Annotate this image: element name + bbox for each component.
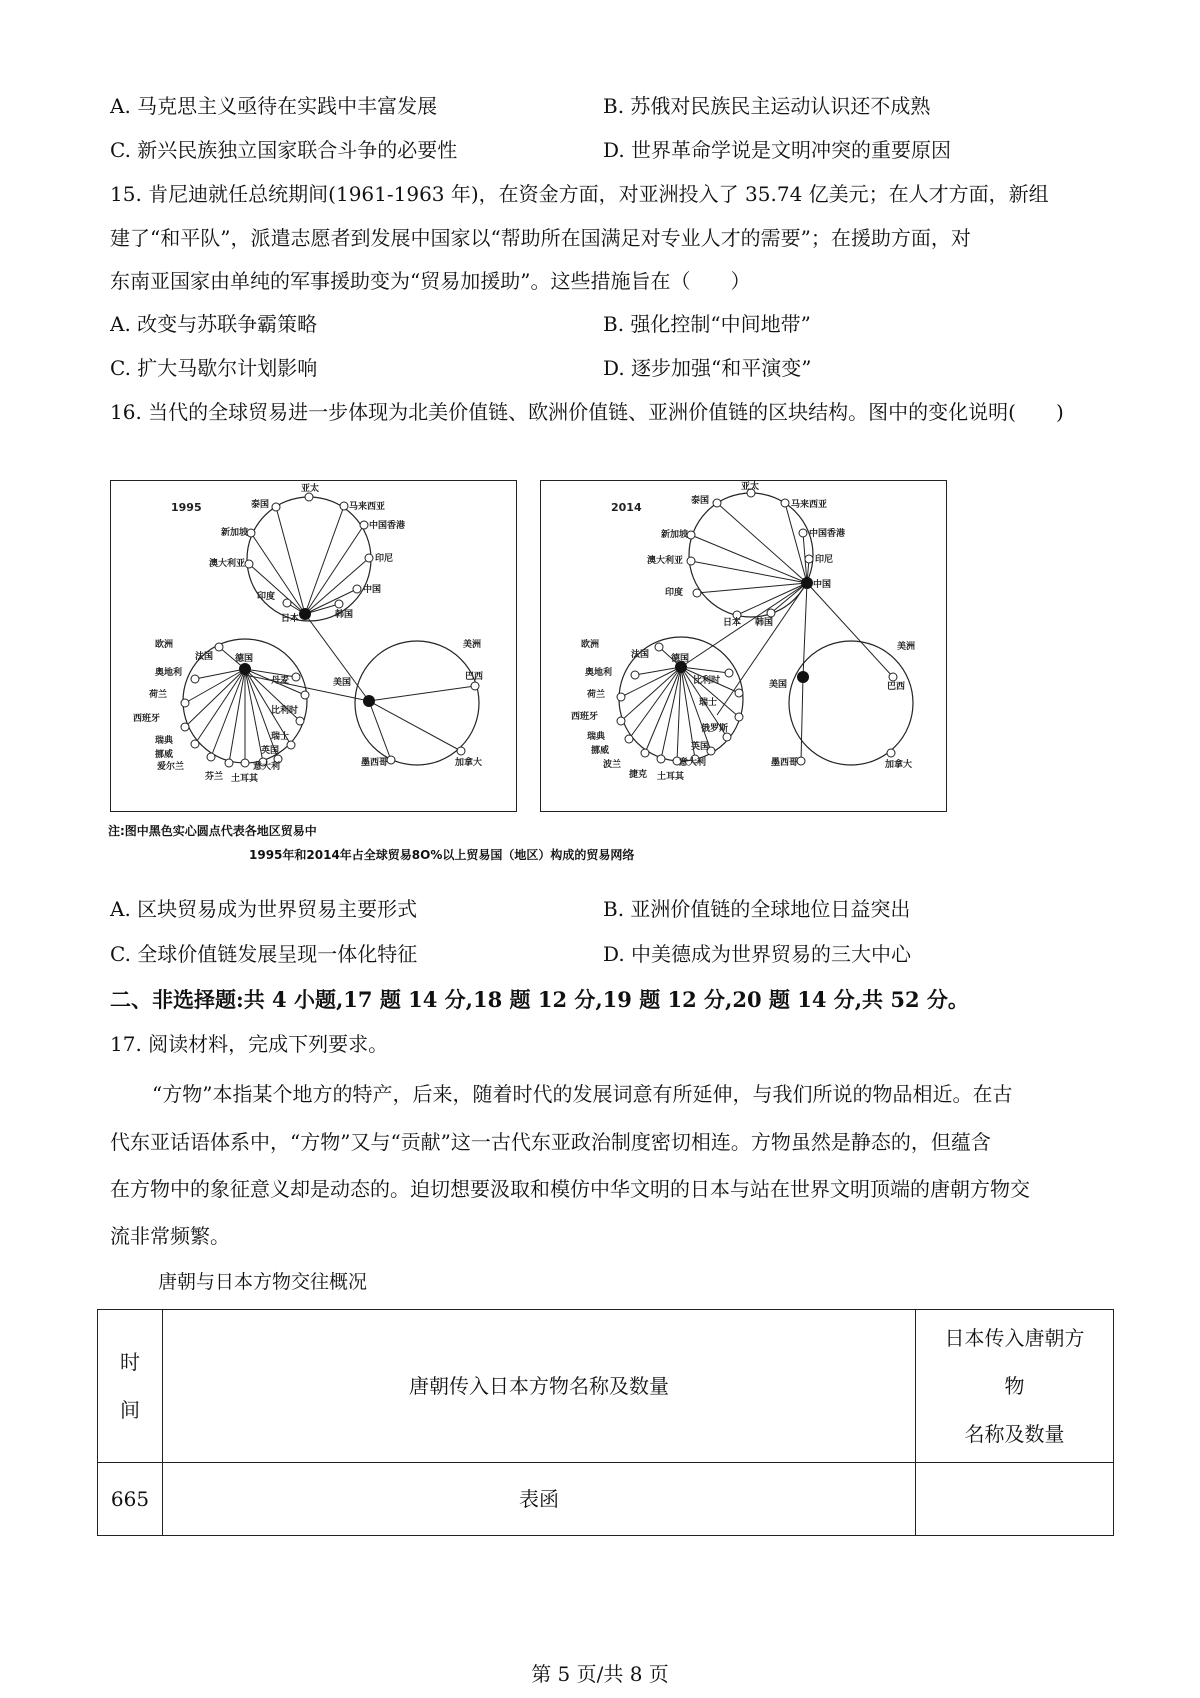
- node-label: 土耳其: [231, 774, 259, 784]
- node-label: 奥地利: [155, 668, 183, 678]
- material-line2: 代东亚话语体系中，“方物”又与“贡献”这一古代东亚政治制度密切相连。方物虽然是静态的，但蕴含: [110, 1130, 991, 1154]
- q14-option-d: D. 世界革命学说是文明冲突的重要原因: [603, 138, 952, 162]
- node-label: 泰国: [691, 496, 710, 506]
- q14-option-c: C. 新兴民族独立国家联合斗争的必要性: [110, 138, 458, 162]
- node-label: 比利时: [693, 676, 721, 686]
- q15-option-c: C. 扩大马歇尔计划影响: [110, 356, 318, 380]
- node-label: 加拿大: [455, 758, 483, 768]
- material-line1: “方物”本指某个地方的特产，后来，随着时代的发展词意有所延伸，与我们所说的物品相近。在古: [152, 1082, 1013, 1106]
- node-label: 日本: [281, 614, 300, 624]
- node-label: 印尼: [815, 555, 834, 565]
- node-label: 西班牙: [571, 712, 599, 722]
- q16-option-c: C. 全球价值链发展呈现一体化特征: [110, 942, 418, 966]
- node-label: 墨西哥: [771, 758, 799, 768]
- node-label: 加拿大: [885, 760, 913, 770]
- node-label: 澳大利亚: [209, 559, 246, 569]
- q16-option-d: D. 中美德成为世界贸易的三大中心: [603, 942, 912, 966]
- q15-stem-line1: 15. 肯尼迪就任总统期间(1961-1963 年)，在资金方面，对亚洲投入了 35.74 亿美元；在人才方面，新组: [110, 182, 1049, 206]
- node-label: 爱尔兰: [157, 762, 185, 772]
- exchange-table: [97, 1309, 1114, 1536]
- q15-option-a: A. 改变与苏联争霸策略: [110, 312, 318, 336]
- q15-option-d: D. 逐步加强“和平演变”: [603, 356, 812, 380]
- year-2014-label: 2014: [611, 501, 642, 514]
- page-footer: 第 5 页/共 8 页: [531, 1662, 669, 1686]
- node-label: 法国: [195, 652, 214, 662]
- node-label: 韩国: [755, 618, 774, 628]
- node-label: 新加坡: [221, 528, 249, 538]
- panel-2014: [540, 480, 947, 812]
- node-label: 奥地利: [585, 668, 613, 678]
- node-label: 芬兰: [205, 772, 224, 782]
- node-label: 美洲: [897, 642, 916, 652]
- cell-year: 665: [98, 1463, 163, 1536]
- node-label: 马来西亚: [791, 500, 828, 510]
- node-label: 丹麦: [271, 676, 290, 686]
- node-label: 法国: [631, 650, 650, 660]
- network-2014-svg: [541, 481, 946, 811]
- q15-stem-line3: 东南亚国家由单纯的军事援助变为“贸易加援助”。这些措施旨在（ ）: [110, 269, 751, 293]
- node-label: 亚太: [741, 482, 760, 492]
- node-label: 瑞典: [155, 736, 174, 746]
- node-label: 荷兰: [149, 690, 168, 700]
- q15-option-b: B. 强化控制“中间地带”: [603, 312, 811, 336]
- node-label: 波兰: [603, 760, 622, 770]
- node-label: 土耳其: [657, 772, 685, 782]
- q16-option-b: B. 亚洲价值链的全球地位日益突出: [603, 897, 911, 921]
- figure-note: 注:图中黑色实心圆点代表各地区贸易中: [108, 824, 317, 838]
- node-label: 瑞典: [587, 732, 606, 742]
- node-label: 泰国: [251, 500, 270, 510]
- node-label: 马来西亚: [349, 502, 386, 512]
- node-label: 瑞士: [271, 732, 290, 742]
- node-label: 俄罗斯: [701, 724, 729, 734]
- network-1995-svg: [111, 481, 516, 811]
- q16-option-a: A. 区块贸易成为世界贸易主要形式: [110, 897, 418, 921]
- node-label: 美洲: [463, 640, 482, 650]
- node-label: 亚太: [301, 484, 320, 494]
- node-label: 中国: [813, 580, 832, 590]
- node-label: 欧洲: [155, 640, 174, 650]
- node-label: 印度: [257, 592, 276, 602]
- q17-stem: 17. 阅读材料，完成下列要求。: [110, 1032, 389, 1056]
- node-label: 德国: [235, 654, 254, 664]
- section2-heading: 二、非选择题:共 4 小题,17 题 14 分,18 题 12 分,19 题 12 分,20 题 14 分,共 52 分。: [110, 987, 969, 1012]
- node-label: 西班牙: [133, 714, 161, 724]
- node-label: 中国: [363, 585, 382, 595]
- table-row: [98, 1463, 1114, 1536]
- q14-option-a: A. 马克思主义亟待在实践中丰富发展: [110, 94, 438, 118]
- node-label: 中国香港: [369, 521, 406, 531]
- node-label: 中国香港: [809, 529, 846, 539]
- node-label: 意大利: [253, 762, 281, 772]
- table-header-row: [98, 1310, 1114, 1463]
- figure-caption: 1995年和2014年占全球贸易8O%以上贸易国（地区）构成的贸易网络: [249, 848, 635, 862]
- node-label: 美国: [769, 680, 788, 690]
- node-label: 欧洲: [581, 640, 600, 650]
- node-label: 荷兰: [587, 690, 606, 700]
- material-line3: 在方物中的象征意义却是动态的。迫切想要汲取和模仿中华文明的日本与站在世界文明顶端的唐朝方物交: [110, 1177, 1030, 1201]
- node-label: 美国: [333, 678, 352, 688]
- node-label: 挪威: [591, 746, 610, 756]
- table-title: 唐朝与日本方物交往概况: [158, 1271, 368, 1293]
- cell-tang-items: 表函: [163, 1463, 916, 1536]
- node-label: 意大利: [679, 758, 707, 768]
- trade-network-figure: [108, 480, 966, 820]
- cell-japan-items: [916, 1463, 1114, 1536]
- node-label: 新加坡: [661, 530, 689, 540]
- node-label: 印度: [665, 588, 684, 598]
- material-line4: 流非常频繁。: [110, 1224, 230, 1248]
- node-label: 巴西: [887, 682, 906, 692]
- node-label: 墨西哥: [361, 758, 389, 768]
- node-label: 印尼: [375, 554, 394, 564]
- node-label: 巴西: [465, 672, 484, 682]
- node-label: 韩国: [335, 610, 354, 620]
- node-label: 瑞士: [699, 698, 718, 708]
- node-label: 捷克: [629, 770, 648, 780]
- node-label: 挪威: [155, 750, 174, 760]
- node-label: 澳大利亚: [647, 556, 684, 566]
- node-label: 德国: [671, 654, 690, 664]
- year-1995-label: 1995: [171, 501, 202, 514]
- panel-1995: [110, 480, 517, 812]
- q14-option-b: B. 苏俄对民族民主运动认识还不成熟: [603, 94, 931, 118]
- node-label: 英国: [691, 742, 710, 752]
- q15-stem-line2: 建了“和平队”，派遣志愿者到发展中国家以“帮助所在国满足对专业人才的需要”；在援助方面，对: [110, 226, 971, 250]
- header-tang-to-japan: 唐朝传入日本方物名称及数量: [163, 1310, 916, 1463]
- header-japan-to-tang: 日本传入唐朝方 物 名称及数量: [916, 1310, 1114, 1463]
- node-label: 英国: [261, 746, 280, 756]
- q16-stem: 16. 当代的全球贸易进一步体现为北美价值链、欧洲价值链、亚洲价值链的区块结构。图中的变化说明( ): [110, 400, 1064, 424]
- node-label: 日本: [723, 618, 742, 628]
- node-label: 比利时: [271, 706, 299, 716]
- header-time: 时 间: [98, 1310, 163, 1463]
